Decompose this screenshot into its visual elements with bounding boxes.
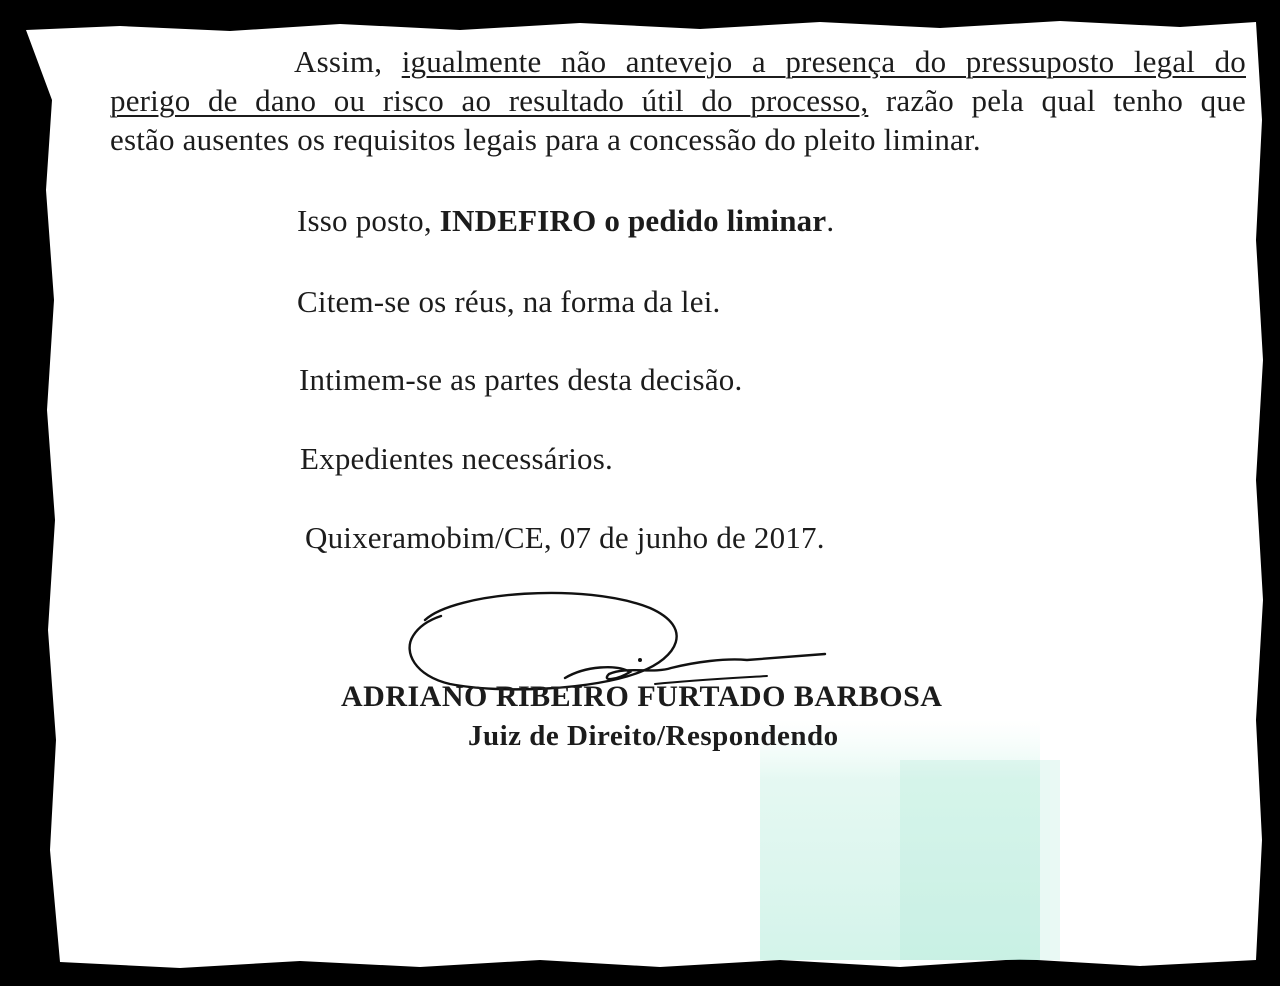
place-date-line: Quixeramobim/CE, 07 de junho de 2017. [305,520,825,555]
decision-line: Isso posto, INDEFIRO o pedido liminar. [297,203,835,238]
notice-line: Intimem-se as partes desta decisão. [299,362,743,397]
paragraph-1-line-2: perigo de dano ou risco ao resultado útil do processo, razão pela qual tenho que [110,83,1246,118]
underlined-phrase-2: perigo de dano ou risco ao resultado útil do processo, [110,83,869,118]
underlined-phrase-1: igualmente não antevejo a presença do pressuposto legal do [401,44,1246,79]
decision-verdict: INDEFIRO o pedido liminar [439,203,827,238]
paragraph-1-line-3: estão ausentes os requisitos legais para a concessão do pleito liminar. [110,122,981,157]
paragraph-1-line-1: Assim, igualmente não antevejo a presença do pressuposto legal do [294,44,1246,79]
signatory-role: Juiz de Direito/Respondendo [468,720,839,752]
expedients-line: Expedientes necessários. [300,441,613,476]
signatory-name: ADRIANO RIBEIRO FURTADO BARBOSA [341,680,943,713]
citation-line: Citem-se os réus, na forma da lei. [297,284,721,319]
